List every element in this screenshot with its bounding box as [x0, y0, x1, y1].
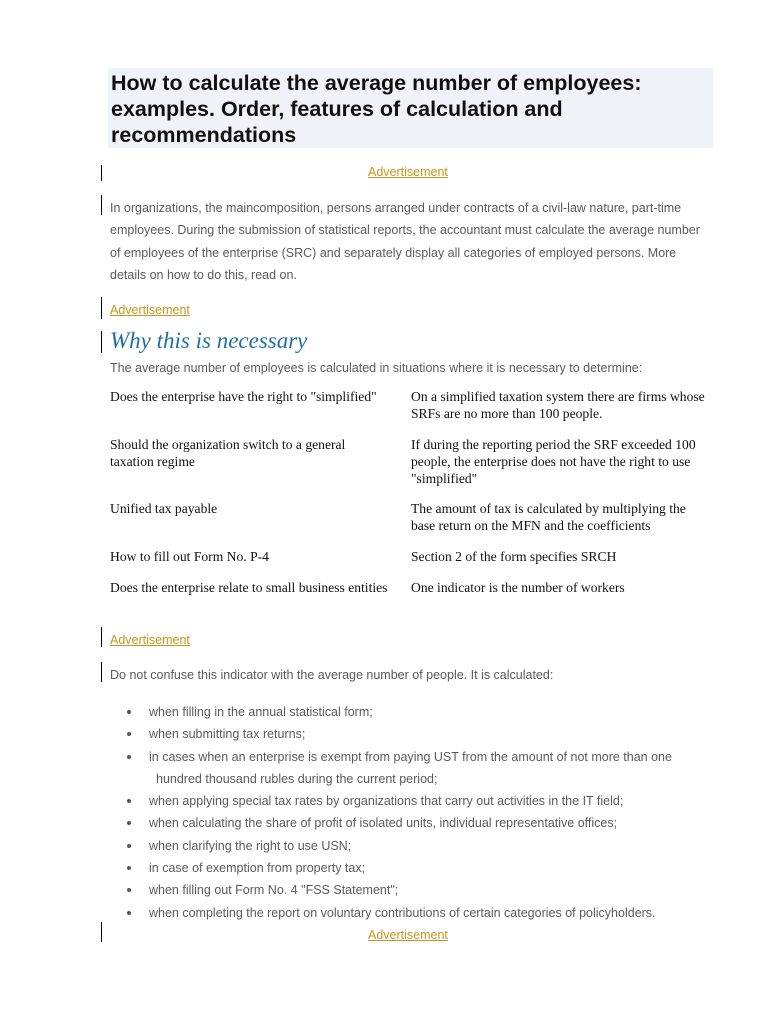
table-cell-answer: If during the reporting period the SRF exceeded 100 people, the enterprise does not have the right to use "simplified": [411, 437, 696, 486]
table-row: [110, 388, 710, 436]
text-cursor-marker: [101, 662, 102, 682]
text-cursor-marker: [101, 297, 102, 319]
bullet-icon: [127, 866, 131, 870]
table-cell-question: Should the organization switch to a general taxation regime: [110, 437, 346, 469]
list-item: [110, 835, 710, 857]
list-item: [110, 790, 710, 812]
text-cursor-marker: [101, 195, 102, 215]
list-item-text: when clarifying the right to use USN;: [149, 838, 352, 853]
text-cursor-marker: [101, 331, 102, 353]
usage-bullet-list: [110, 701, 710, 924]
section-heading: Why this is necessary: [110, 328, 308, 353]
table-cell-question: Does the enterprise have the right to "simplified": [110, 389, 377, 404]
table-cell-question: How to fill out Form No. P-4: [110, 549, 269, 564]
advertisement-link[interactable]: Advertisement: [368, 928, 448, 942]
list-item: [110, 812, 710, 834]
list-item-text: when applying special tax rates by organizations that carry out activities in the IT field;: [149, 794, 624, 809]
list-item-text: when filling out Form No. 4 "FSS Statement";: [149, 883, 399, 898]
bullet-icon: [127, 844, 131, 848]
list-item: [110, 723, 710, 745]
intro-paragraph: In organizations, the maincomposition, persons arranged under contracts of a civil-law nature, part-time employees. During the submission of statistical reports, the accountant must calculate the average number of employees of the enterprise (SRC) and separately display all categories of employed persons. More details on how to do this, read on.: [110, 201, 700, 282]
list-item-text: when calculating the share of profit of isolated units, individual representative offices;: [149, 816, 618, 831]
advertisement-link[interactable]: Advertisement: [368, 165, 448, 179]
bullet-icon: [127, 888, 131, 892]
advertisement-link[interactable]: Advertisement: [110, 633, 190, 647]
list-item: [110, 746, 710, 791]
section-lead-text: The average number of employees is calculated in situations where it is necessary to determine:: [110, 361, 643, 375]
table-row: [110, 436, 710, 500]
text-cursor-marker: [101, 627, 102, 647]
table-row: [110, 579, 710, 615]
bullet-icon: [127, 732, 131, 736]
list-item-text: when completing the report on voluntary contributions of certain categories of policyholders.: [149, 905, 656, 920]
bullet-icon: [127, 799, 131, 803]
table-cell-answer: One indicator is the number of workers: [411, 580, 625, 595]
table-cell-answer: Section 2 of the form specifies SRCH: [411, 549, 617, 564]
bullet-icon: [127, 710, 131, 714]
table-cell-answer: On a simplified taxation system there are firms whose SRFs are no more than 100 people.: [411, 389, 705, 421]
text-cursor-marker: [101, 922, 102, 942]
advertisement-link[interactable]: Advertisement: [110, 303, 190, 317]
text-cursor-marker: [101, 165, 102, 181]
table-cell-answer: The amount of tax is calculated by multiplying the base return on the MFN and the coefficients: [411, 501, 686, 533]
note-paragraph: Do not confuse this indicator with the average number of people. It is calculated:: [110, 668, 554, 682]
bullet-icon: [127, 821, 131, 825]
list-item: [110, 902, 710, 924]
bullet-icon: [127, 911, 131, 915]
table-row: [110, 548, 710, 579]
list-item-text: when submitting tax returns;: [149, 727, 306, 742]
list-item: [110, 857, 710, 879]
criteria-table: [110, 388, 710, 615]
table-cell-question: Does the enterprise relate to small business entities: [110, 580, 388, 595]
list-item: [110, 879, 710, 901]
article-title-box: [108, 68, 713, 148]
table-cell-question: Unified tax payable: [110, 501, 218, 516]
list-item-text: when filling in the annual statistical form;: [149, 705, 373, 719]
table-row: [110, 500, 710, 548]
article-title: How to calculate the average number of employees: examples. Order, features of calculation and recommendations: [111, 71, 642, 147]
list-item: [110, 701, 710, 723]
list-item-text: in case of exemption from property tax;: [149, 861, 366, 876]
list-item-text: in cases when an enterprise is exempt from paying UST from the amount of not more than one hundred thousand rubles during the current period;: [149, 749, 672, 786]
bullet-icon: [127, 755, 131, 759]
